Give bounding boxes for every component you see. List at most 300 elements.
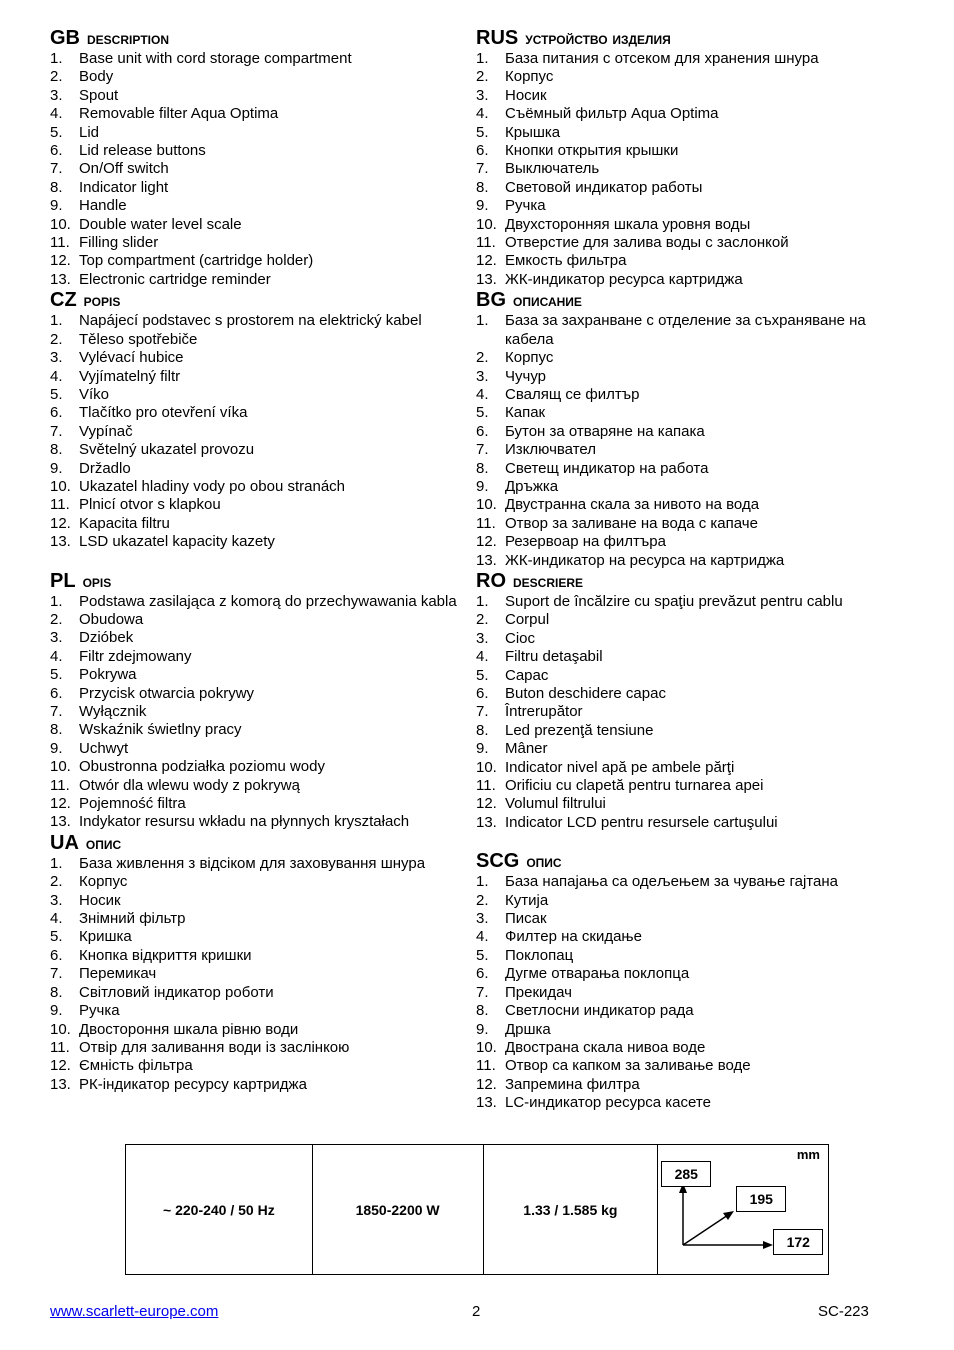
item-text: Double water level scale bbox=[79, 215, 242, 233]
list-item bbox=[476, 984, 896, 1002]
item-text: База напајања са одељењем за чување гајтана bbox=[505, 873, 838, 891]
item-number: 10. bbox=[50, 1020, 71, 1038]
list-item bbox=[50, 648, 470, 666]
item-number: 9. bbox=[50, 739, 63, 757]
website-link[interactable]: www.scarlett-europe.com bbox=[50, 1303, 219, 1320]
list-item bbox=[50, 271, 470, 289]
item-text: Otwór dla wlewu wody z pokrywą bbox=[79, 776, 300, 794]
item-number: 10. bbox=[50, 215, 71, 233]
right-column bbox=[476, 27, 896, 1113]
list-item bbox=[476, 777, 896, 795]
list-item bbox=[50, 197, 470, 215]
item-text: Led prezenţă tensiune bbox=[505, 721, 654, 739]
item-text: Base unit with cord storage compartment bbox=[79, 50, 352, 67]
item-number: 3. bbox=[476, 629, 489, 647]
item-text: Резервоар на филтъра bbox=[505, 533, 666, 551]
list-item bbox=[50, 1057, 470, 1075]
item-text: Vylévací hubice bbox=[79, 349, 184, 367]
item-text: Capac bbox=[505, 666, 549, 684]
list-item bbox=[50, 928, 470, 946]
item-number: 2. bbox=[476, 891, 489, 909]
list-item bbox=[50, 234, 470, 252]
item-text: Носик bbox=[505, 86, 547, 104]
item-text: Ukazatel hladiny vody po obou stranách bbox=[79, 477, 346, 495]
item-number: 1. bbox=[476, 50, 489, 67]
unit-label: mm bbox=[796, 1147, 820, 1162]
item-number: 3. bbox=[476, 86, 489, 104]
list-item bbox=[476, 124, 896, 142]
item-text: Držadlo bbox=[79, 459, 131, 477]
language-code: GB bbox=[50, 27, 80, 49]
item-number: 10. bbox=[476, 758, 497, 776]
item-text: LC-индикатор ресурса касете bbox=[505, 1094, 711, 1112]
weight-cell: 1.33 / 1.585 kg bbox=[483, 1145, 658, 1275]
item-number: 9. bbox=[50, 197, 63, 215]
item-number: 6. bbox=[476, 142, 489, 160]
list-item bbox=[50, 813, 470, 831]
list-item bbox=[476, 1076, 896, 1094]
item-text: Дръжка bbox=[505, 477, 559, 495]
list-item bbox=[476, 142, 896, 160]
item-text: Световой индикатор работы bbox=[505, 178, 703, 196]
item-number: 11. bbox=[50, 776, 70, 794]
item-text: Дршка bbox=[505, 1020, 551, 1038]
item-number: 6. bbox=[50, 684, 63, 702]
item-number: 10. bbox=[476, 496, 497, 514]
list-item bbox=[476, 50, 896, 68]
item-text: Изключвател bbox=[505, 441, 596, 459]
item-text: Дугме отварања поклопца bbox=[505, 965, 690, 983]
section-name: устройство изделия bbox=[525, 29, 671, 48]
item-text: ЖК-индикатор ресурса картриджа bbox=[505, 270, 743, 288]
section-title bbox=[50, 570, 470, 593]
item-number: 12. bbox=[476, 533, 497, 551]
item-number: 3. bbox=[476, 910, 489, 928]
item-text: Cioc bbox=[505, 629, 536, 647]
item-text: Крышка bbox=[505, 123, 561, 141]
item-text: Выключатель bbox=[505, 160, 600, 178]
item-text: Electronic cartridge reminder bbox=[79, 270, 271, 288]
list-item bbox=[476, 947, 896, 965]
list-item bbox=[50, 685, 470, 703]
voltage-cell: ~ 220-240 / 50 Hz bbox=[126, 1145, 313, 1275]
item-number: 5. bbox=[50, 928, 63, 946]
item-number: 13. bbox=[50, 1075, 71, 1093]
item-number: 6. bbox=[50, 946, 63, 964]
item-text: Corpul bbox=[505, 611, 550, 629]
item-text: Писак bbox=[505, 910, 547, 928]
list-item bbox=[50, 478, 470, 496]
list-item bbox=[50, 721, 470, 739]
item-text: Filtr zdejmowany bbox=[79, 647, 192, 665]
item-text: Чучур bbox=[505, 367, 546, 385]
parts-list bbox=[476, 593, 896, 832]
list-item bbox=[50, 965, 470, 983]
language-code: RUS bbox=[476, 27, 519, 49]
section-cz bbox=[50, 289, 470, 551]
list-item bbox=[476, 965, 896, 983]
item-text: Kapacita filtru bbox=[79, 514, 170, 532]
item-text: Двухсторонняя шкала уровня воды bbox=[505, 215, 751, 233]
item-number: 10. bbox=[476, 215, 497, 233]
item-text: Отвір для заливання води із заслінкою bbox=[79, 1038, 350, 1056]
item-number: 1. bbox=[476, 873, 489, 891]
item-number: 4. bbox=[50, 910, 63, 928]
specifications-table bbox=[125, 1144, 829, 1275]
item-text: Buton deschidere capac bbox=[505, 685, 666, 702]
item-text: Vyjímatelný filtr bbox=[79, 367, 181, 385]
item-text: База живлення з відсіком для заховування шнура bbox=[79, 854, 426, 872]
item-number: 8. bbox=[50, 178, 63, 196]
language-code: SCG bbox=[476, 850, 520, 873]
item-number: 4. bbox=[476, 105, 489, 123]
item-text: Pojemność filtra bbox=[79, 795, 186, 813]
item-number: 2. bbox=[50, 330, 63, 348]
left-column bbox=[50, 27, 470, 1094]
list-item bbox=[50, 777, 470, 795]
item-text: Wskaźnik świetlny pracy bbox=[79, 721, 242, 739]
item-text: Filling slider bbox=[79, 234, 159, 252]
item-text: Top compartment (cartridge holder) bbox=[79, 252, 314, 270]
item-number: 5. bbox=[476, 404, 489, 422]
item-text: Прекидач bbox=[505, 983, 572, 1001]
item-number: 9. bbox=[476, 1020, 489, 1038]
item-text: Ручка bbox=[79, 1002, 120, 1020]
item-number: 1. bbox=[50, 312, 63, 330]
list-item bbox=[476, 160, 896, 178]
item-text: Filtru detaşabil bbox=[505, 648, 603, 666]
list-item bbox=[50, 1002, 470, 1020]
item-number: 3. bbox=[50, 629, 63, 647]
item-text: Поклопац bbox=[505, 946, 574, 964]
section-title bbox=[476, 27, 896, 50]
item-text: Întrerupător bbox=[505, 703, 583, 721]
item-text: Корпус bbox=[79, 873, 128, 891]
item-number: 5. bbox=[476, 946, 489, 964]
item-number: 12. bbox=[476, 252, 497, 270]
list-item bbox=[50, 740, 470, 758]
item-number: 5. bbox=[476, 123, 489, 141]
item-number: 1. bbox=[50, 50, 63, 67]
list-item bbox=[476, 685, 896, 703]
section-name: descriere bbox=[513, 571, 584, 591]
item-number: 9. bbox=[476, 477, 489, 495]
item-number: 4. bbox=[50, 105, 63, 123]
item-text: Przycisk otwarcia pokrywy bbox=[79, 684, 255, 702]
item-text: Двострана скала нивоа воде bbox=[505, 1038, 706, 1056]
section-ro bbox=[476, 570, 896, 832]
parts-list bbox=[50, 312, 470, 551]
item-text: Ручка bbox=[505, 197, 546, 215]
item-text: Ємність фільтра bbox=[79, 1057, 193, 1075]
list-item bbox=[50, 703, 470, 721]
item-text: Кутија bbox=[505, 891, 549, 909]
item-text: Светлосни индикатор рада bbox=[505, 1002, 694, 1020]
item-text: Orificiu cu clapetă pentru turnarea apei bbox=[505, 777, 764, 795]
list-item bbox=[50, 855, 470, 873]
list-item bbox=[476, 759, 896, 777]
item-number: 7. bbox=[476, 160, 489, 178]
item-text: Отвор са капком за заливање воде bbox=[505, 1057, 751, 1075]
list-item bbox=[476, 814, 896, 832]
list-item bbox=[50, 1021, 470, 1039]
item-text: Знімний фільтр bbox=[79, 910, 186, 928]
item-number: 2. bbox=[50, 873, 63, 891]
list-item bbox=[50, 404, 470, 422]
list-item bbox=[50, 910, 470, 928]
item-number: 12. bbox=[476, 795, 497, 813]
item-text: Tlačítko pro otevření víka bbox=[79, 404, 248, 422]
section-title bbox=[50, 832, 470, 855]
item-text: Запремина филтра bbox=[505, 1075, 640, 1093]
list-item bbox=[50, 179, 470, 197]
item-number: 2. bbox=[476, 68, 489, 86]
height-dimension: 285 bbox=[661, 1161, 711, 1187]
list-item bbox=[476, 722, 896, 740]
section-name: опис bbox=[526, 852, 562, 872]
list-item bbox=[50, 68, 470, 86]
item-text: Филтер на скидање bbox=[505, 928, 642, 946]
item-number: 8. bbox=[476, 459, 489, 477]
list-item bbox=[476, 252, 896, 270]
item-number: 7. bbox=[476, 703, 489, 721]
item-number: 7. bbox=[476, 983, 489, 1001]
item-number: 8. bbox=[50, 721, 63, 739]
item-number: 6. bbox=[476, 685, 489, 702]
parts-list bbox=[476, 50, 896, 289]
item-text: Napájecí podstavec s prostorem na elektrický kabel bbox=[79, 312, 422, 330]
item-number: 6. bbox=[476, 965, 489, 983]
list-item bbox=[476, 87, 896, 105]
item-text: Pokrywa bbox=[79, 666, 137, 684]
item-number: 2. bbox=[476, 611, 489, 629]
item-text: Handle bbox=[79, 197, 127, 215]
model-number: SC-223 bbox=[818, 1303, 869, 1320]
list-item bbox=[50, 892, 470, 910]
item-number: 7. bbox=[476, 441, 489, 459]
item-number: 8. bbox=[476, 178, 489, 196]
section-scg bbox=[476, 850, 896, 1112]
item-number: 5. bbox=[50, 385, 63, 403]
list-item bbox=[50, 873, 470, 891]
list-item bbox=[476, 216, 896, 234]
item-text: Свалящ се филтър bbox=[505, 385, 640, 403]
item-text: Двостороння шкала рівню води bbox=[79, 1020, 299, 1038]
item-number: 8. bbox=[50, 441, 63, 459]
list-item bbox=[50, 87, 470, 105]
item-number: 12. bbox=[50, 514, 71, 532]
item-number: 1. bbox=[50, 592, 63, 610]
item-number: 6. bbox=[476, 422, 489, 440]
item-text: Volumul filtrului bbox=[505, 795, 606, 813]
item-number: 10. bbox=[50, 758, 71, 776]
item-number: 13. bbox=[476, 813, 497, 831]
list-item bbox=[476, 1094, 896, 1112]
section-title bbox=[50, 289, 470, 312]
item-number: 13. bbox=[50, 270, 71, 288]
list-item bbox=[476, 271, 896, 289]
item-text: Body bbox=[79, 68, 114, 86]
list-item bbox=[50, 423, 470, 441]
language-code: RO bbox=[476, 569, 506, 592]
item-text: Перемикач bbox=[79, 965, 157, 983]
item-text: Носик bbox=[79, 891, 121, 909]
list-item bbox=[476, 630, 896, 648]
list-item bbox=[476, 795, 896, 813]
language-code: UA bbox=[50, 831, 79, 854]
list-item bbox=[50, 460, 470, 478]
list-item bbox=[50, 1039, 470, 1057]
list-item bbox=[476, 234, 896, 252]
item-text: Obudowa bbox=[79, 610, 144, 628]
section-name: description bbox=[87, 29, 170, 48]
item-text: Spout bbox=[79, 86, 119, 104]
section-name: popis bbox=[83, 291, 121, 311]
item-number: 9. bbox=[50, 1002, 63, 1020]
item-text: Indicator LCD pentru resursele cartuşului bbox=[505, 813, 778, 831]
item-number: 9. bbox=[476, 740, 489, 758]
item-text: Víko bbox=[79, 385, 110, 403]
item-text: Отвор за заливане на вода с капаче bbox=[505, 514, 758, 532]
list-item bbox=[50, 160, 470, 178]
list-item bbox=[476, 892, 896, 910]
list-item bbox=[476, 68, 896, 86]
item-number: 8. bbox=[50, 983, 63, 1001]
list-item bbox=[476, 179, 896, 197]
list-item bbox=[476, 1002, 896, 1020]
width-dimension: 172 bbox=[773, 1229, 823, 1255]
item-number: 13. bbox=[50, 813, 71, 831]
item-number: 3. bbox=[476, 367, 489, 385]
list-item bbox=[50, 50, 470, 68]
list-item bbox=[50, 515, 470, 533]
item-number: 7. bbox=[50, 965, 63, 983]
parts-list bbox=[50, 50, 470, 289]
item-number: 4. bbox=[476, 928, 489, 946]
section-gb bbox=[50, 27, 470, 289]
item-number: 12. bbox=[50, 252, 71, 270]
section-pl bbox=[50, 570, 470, 832]
item-text: База за захранване с отделение за съхраняване на кабела bbox=[505, 312, 866, 348]
item-text: Vypínač bbox=[79, 422, 133, 440]
section-name: описание bbox=[513, 291, 582, 311]
item-number: 3. bbox=[50, 86, 63, 104]
item-text: Podstawa zasilająca z komorą do przechywawania kabla bbox=[79, 592, 457, 610]
item-number: 9. bbox=[50, 459, 63, 477]
list-item bbox=[50, 1076, 470, 1094]
list-item bbox=[50, 124, 470, 142]
list-item bbox=[476, 611, 896, 629]
item-number: 13. bbox=[476, 1094, 497, 1112]
item-text: Těleso spotřebiče bbox=[79, 330, 198, 348]
list-item bbox=[476, 496, 896, 514]
list-item bbox=[476, 648, 896, 666]
section-title bbox=[476, 570, 896, 593]
item-text: База питания с отсеком для хранения шнура bbox=[505, 50, 819, 67]
item-number: 1. bbox=[50, 854, 63, 872]
item-text: Indicator light bbox=[79, 178, 169, 196]
list-item bbox=[476, 441, 896, 459]
parts-list bbox=[50, 593, 470, 832]
item-text: Емкость фильтра bbox=[505, 252, 627, 270]
parts-list bbox=[50, 855, 470, 1094]
list-item bbox=[50, 666, 470, 684]
footer-url[interactable] bbox=[50, 1303, 218, 1320]
list-item bbox=[476, 552, 896, 570]
language-code: PL bbox=[50, 569, 76, 592]
list-item bbox=[476, 515, 896, 533]
list-item bbox=[50, 441, 470, 459]
item-number: 7. bbox=[50, 422, 63, 440]
item-text: Капак bbox=[505, 404, 546, 422]
spacer bbox=[50, 552, 470, 570]
list-item bbox=[50, 984, 470, 1002]
list-item bbox=[476, 873, 896, 891]
item-text: Lid release buttons bbox=[79, 142, 206, 160]
item-text: Двустранна скала за нивото на вода bbox=[505, 496, 760, 514]
item-text: Кришка bbox=[79, 928, 132, 946]
item-number: 8. bbox=[476, 721, 489, 739]
item-number: 10. bbox=[476, 1038, 497, 1056]
item-text: Plnicí otvor s klapkou bbox=[79, 496, 221, 514]
item-text: LSD ukazatel kapacity kazety bbox=[79, 533, 275, 551]
item-text: Корпус bbox=[505, 68, 554, 86]
item-number: 5. bbox=[50, 666, 63, 684]
parts-list bbox=[476, 873, 896, 1112]
item-number: 11. bbox=[476, 1057, 496, 1075]
section-name: опис bbox=[85, 833, 122, 853]
list-item bbox=[476, 593, 896, 611]
item-number: 4. bbox=[50, 367, 63, 385]
item-text: Отверстие для залива воды с заслонкой bbox=[505, 234, 789, 252]
item-number: 2. bbox=[476, 349, 489, 367]
parts-list bbox=[476, 312, 896, 570]
item-text: Dzióbek bbox=[79, 629, 134, 647]
item-number: 3. bbox=[50, 891, 63, 909]
list-item bbox=[476, 478, 896, 496]
list-item bbox=[476, 386, 896, 404]
item-text: Obustronna podziałka poziomu wody bbox=[79, 758, 325, 776]
section-title bbox=[476, 850, 896, 873]
item-number: 13. bbox=[476, 551, 497, 569]
item-text: Съёмный фильтр Aqua Optima bbox=[505, 105, 719, 123]
item-text: Removable filter Aqua Optima bbox=[79, 105, 279, 123]
item-number: 1. bbox=[476, 312, 489, 330]
item-text: Lid bbox=[79, 123, 100, 141]
list-item bbox=[50, 216, 470, 234]
item-number: 2. bbox=[50, 610, 63, 628]
list-item bbox=[476, 368, 896, 386]
item-number: 6. bbox=[50, 142, 63, 160]
list-item bbox=[476, 533, 896, 551]
language-code: CZ bbox=[50, 289, 77, 312]
list-item bbox=[50, 758, 470, 776]
list-item bbox=[476, 1021, 896, 1039]
list-item bbox=[476, 460, 896, 478]
item-text: Suport de încălzire cu spaţiu prevăzut pentru cablu bbox=[505, 592, 843, 610]
language-code: BG bbox=[476, 289, 506, 312]
item-number: 11. bbox=[50, 1038, 70, 1056]
section-name: opis bbox=[82, 571, 112, 591]
depth-dimension: 195 bbox=[736, 1186, 786, 1212]
list-item bbox=[50, 533, 470, 551]
section-ua bbox=[50, 832, 470, 1094]
section-title bbox=[50, 27, 470, 50]
list-item bbox=[476, 928, 896, 946]
list-item bbox=[50, 611, 470, 629]
item-number: 8. bbox=[476, 1002, 489, 1020]
item-text: Indykator resursu wkładu na płynnych kryształach bbox=[79, 813, 410, 831]
